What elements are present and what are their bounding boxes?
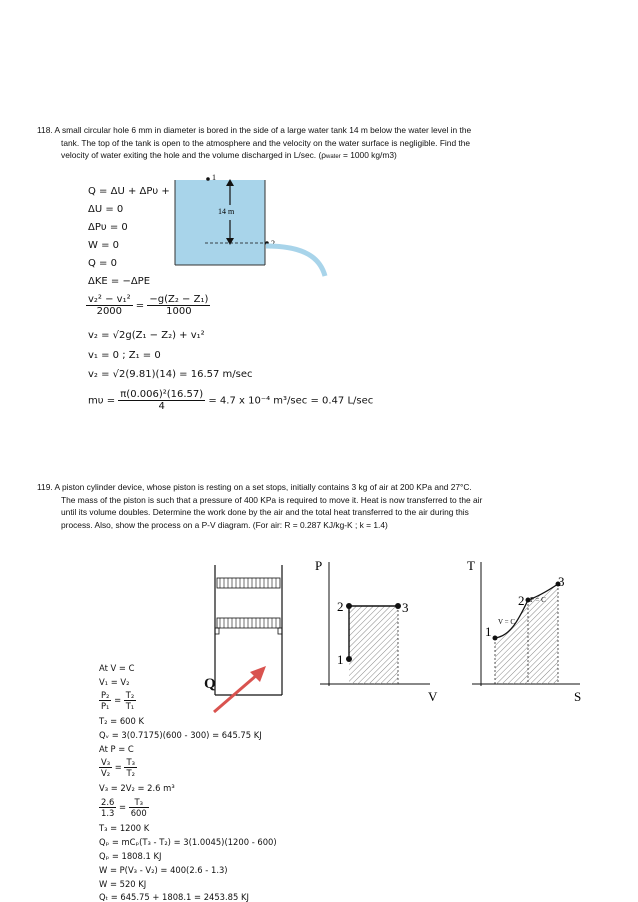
p119-eq-a3: $\frac{\text{P₂}}{\text{P₁}}$ = $\frac{\text{T₂}}{\text{T₁}}$ — [101, 690, 135, 711]
p119-line3: until its volume doubles. Determine the work done by the air and the total heat transferred to the air during this — [61, 507, 469, 518]
p119-eq-a10: T₃ = 1200 K — [99, 823, 150, 833]
problem-119-statement — [37, 481, 482, 531]
p119-eq-a12: Qₚ = 1808.1 KJ — [99, 851, 162, 861]
ts-state-3-label: 3 — [558, 574, 565, 589]
pv-state-1-label: 1 — [337, 652, 344, 667]
pv-state-1-marker — [346, 656, 352, 662]
problem-118-statement — [37, 124, 471, 164]
p119-eq-a13: W = P(V₃ - V₂) = 400(2.6 - 1.3) — [99, 865, 228, 875]
p119-eq-a5: Qᵥ = 3(0.7175)(600 - 300) = 645.75 KJ — [99, 730, 262, 740]
p118-eq-du: ΔU = 0 — [88, 204, 124, 215]
p118-eq-energy: Q = ΔU + ΔPυ + — [88, 186, 170, 197]
stop-left — [215, 628, 219, 634]
p119-eq-a9: $\frac{2.6}{1.3}$ = $\frac{\text{T₃}}{600}$ — [101, 797, 147, 818]
ts-t-label: T — [467, 558, 475, 573]
point-1-label: 1 — [212, 173, 216, 182]
p118-eq-v1: v₁ = 0 ; Z₁ = 0 — [88, 350, 161, 361]
ts-state-1-label: 1 — [485, 624, 492, 639]
pv-diagram — [310, 556, 440, 706]
ts-constant-volume-label: V = C — [498, 618, 516, 626]
p118-line1: 118. A small circular hole 6 mm in diameter is bored in the side of a large water tank 14 m below the water level in the — [37, 125, 472, 135]
ts-state-2-label: 2 — [518, 593, 525, 608]
p119-line2: The mass of the piston is such that a pressure of 400 KPa is required to move it. Heat is now transferred to the air — [61, 494, 483, 505]
pv-state-3-label: 3 — [402, 600, 409, 615]
piston-upper-position — [217, 578, 280, 588]
p118-eq-dpv: ΔPυ = 0 — [88, 222, 128, 233]
point-2-label: 2 — [271, 239, 275, 248]
p118-line2: tank. The top of the tank is open to the atmosphere and the velocity on the water surface is negligible. Find the — [61, 137, 471, 148]
p118-eq-w: W = 0 — [88, 240, 119, 251]
p118-eq-q0: Q = 0 — [88, 258, 117, 269]
p119-line4: process. Also, show the process on a P-V diagram. (For air: R = 0.287 KJ/kg-K ; k = 1.4) — [61, 519, 388, 530]
p118-eq-fraction: $\frac{\text{v₂² − v₁²}}{2000}$ = $\frac{\text{−g(Z₂ − Z₁)}}{1000}$ — [88, 294, 209, 317]
p119-eq-a14: W = 520 KJ — [99, 879, 147, 889]
water-jet — [266, 246, 325, 276]
p118-eq-v2: v₂ = √2g(Z₁ − Z₂) + v₁² — [88, 330, 205, 341]
tank-figure — [170, 170, 370, 280]
point-1-marker — [206, 177, 210, 181]
tank-water — [175, 180, 265, 265]
p119-eq-a7: $\frac{\text{V₃}}{\text{V₂}}$ = $\frac{\text{T₃}}{\text{T₂}}$ — [101, 757, 135, 778]
p119-eq-a6: At P = C — [99, 744, 134, 754]
heat-q-label: Q — [204, 676, 216, 692]
height-label: 14 m — [218, 207, 235, 216]
p119-eq-a1: At V = C — [99, 663, 135, 673]
pv-state-3-marker — [395, 603, 401, 609]
piston-lower-position — [217, 618, 280, 628]
p118-eq-flow: mυ = $\frac{\text{π(0.006)²(16.57)}}{4}$ = 4.7 x 10⁻⁴ m³/sec = 0.47 L/sec — [88, 389, 374, 412]
p119-eq-a11: Qₚ = mCₚ(T₃ - T₂) = 3(1.0045)(1200 - 600) — [99, 837, 277, 847]
p118-eq-ke: ΔKE = −ΔPE — [88, 276, 151, 287]
p119-eq-a15: Qₜ = 645.75 + 1808.1 = 2453.85 KJ — [99, 892, 249, 902]
stop-right — [278, 628, 282, 634]
p119-eq-a8: V₃ = 2V₂ = 2.6 m³ — [99, 783, 175, 793]
ts-diagram — [460, 556, 600, 706]
pv-v-label: V — [428, 689, 438, 704]
pv-work-area — [349, 606, 398, 684]
ts-constant-pressure-label: P = C — [530, 596, 546, 604]
p118-eq-v2-value: v₂ = √2(9.81)(14) = 16.57 m/sec — [88, 369, 253, 380]
p118-line3: velocity of water exiting the hole and the volume discharged in L/sec. (ρwater = 1000 kg/m3) — [61, 150, 397, 161]
pv-state-2-marker — [346, 603, 352, 609]
p119-line1: 119. A piston cylinder device, whose piston is resting on a set stops, initially contains 3 kg of air at 200 KPa and 27°C. — [37, 482, 472, 492]
pv-state-2-label: 2 — [337, 599, 344, 614]
heat-arrow — [214, 674, 258, 712]
p119-eq-a2: V₁ = V₂ — [99, 677, 130, 687]
ts-state-1-marker — [493, 636, 498, 641]
ts-s-label: S — [574, 689, 582, 704]
p119-eq-a4: T₂ = 600 K — [99, 716, 144, 726]
pv-p-label: P — [315, 558, 323, 573]
